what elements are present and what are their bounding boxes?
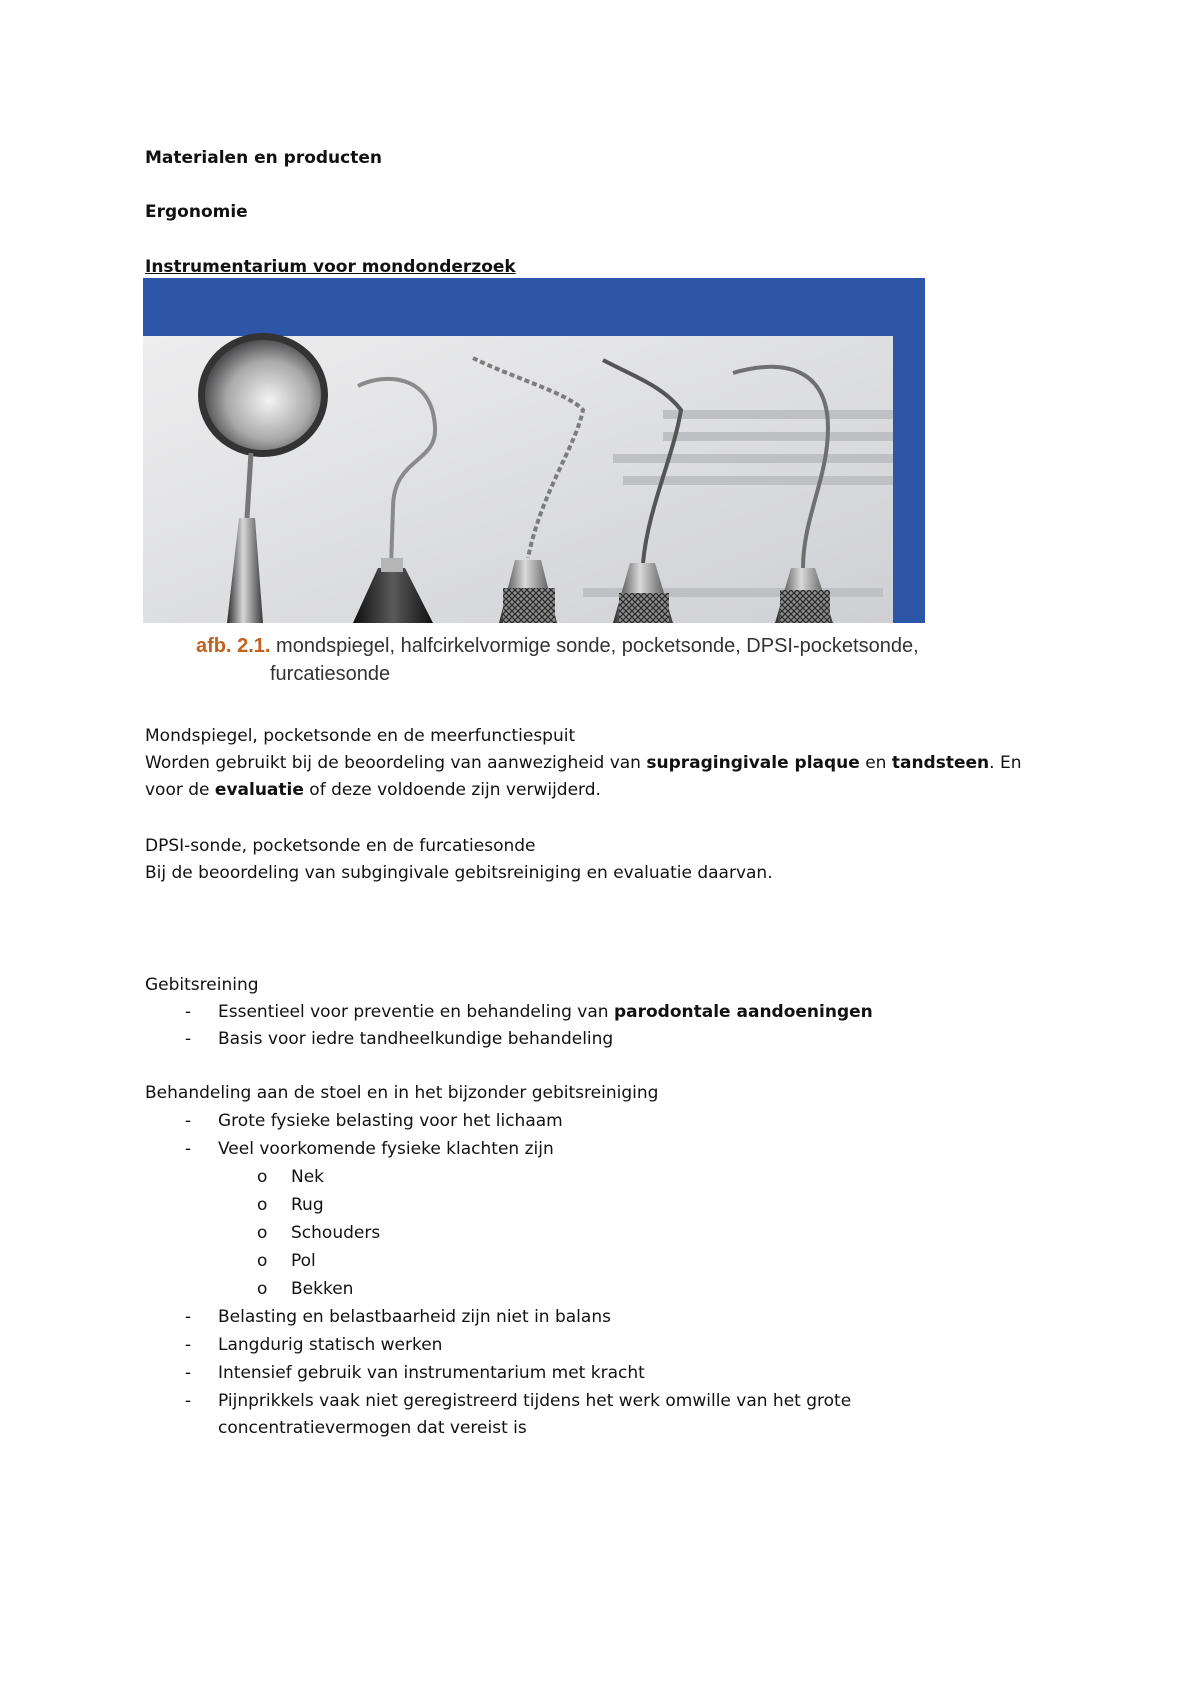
emphasis-tandsteen: tandsteen (891, 753, 990, 773)
heading-materialen: Materialen en producten (145, 148, 382, 168)
list-dash: - (185, 1029, 192, 1049)
text-run: of deze voldoende zijn verwijderd. (303, 780, 601, 800)
figure-caption-text: mondspiegel, halfcirkelvormige sonde, pocketsonde, DPSI-pocketsonde, (276, 635, 919, 657)
sublist-marker: o (257, 1195, 268, 1215)
list-dash: - (185, 1391, 192, 1411)
subitem-schouders: Schouders (291, 1223, 381, 1243)
sublist-marker: o (257, 1167, 268, 1187)
text-run: Worden gebruikt bij de beoordeling van aanwezigheid van (145, 753, 647, 773)
figure-caption-line2: furcatiesonde (270, 663, 391, 685)
sublist-marker: o (257, 1279, 268, 1299)
section4-item2: Veel voorkomende fysieke klachten zijn (218, 1139, 554, 1159)
section1-paragraph-line2 (145, 780, 601, 800)
text-run: voor de (145, 780, 215, 800)
text-run: Essentieel voor preventie en behandeling van (218, 1002, 614, 1022)
section3-item1 (218, 1002, 873, 1022)
section4-item3: Belasting en belastbaarheid zijn niet in balans (218, 1307, 611, 1327)
figure-caption-line1 (196, 634, 919, 658)
heading-ergonomie: Ergonomie (145, 202, 248, 222)
figure-caption-number: afb. 2.1. (196, 635, 271, 657)
text-run: . En (989, 753, 1022, 773)
sublist-marker: o (257, 1223, 268, 1243)
list-dash: - (185, 1111, 192, 1131)
subitem-nek: Nek (291, 1167, 325, 1187)
subitem-bekken: Bekken (291, 1279, 354, 1299)
section1-paragraph-line1 (145, 753, 1021, 773)
section1-title: Mondspiegel, pocketsonde en de meerfunctiespuit (145, 726, 576, 746)
section2-title: DPSI-sonde, pocketsonde en de furcatiesonde (145, 836, 536, 856)
heading-instrumentarium: Instrumentarium voor mondonderzoek (145, 257, 516, 277)
sublist-marker: o (257, 1251, 268, 1271)
section4-item6-line2: concentratievermogen dat vereist is (218, 1418, 527, 1438)
list-dash: - (185, 1335, 192, 1355)
list-dash: - (185, 1139, 192, 1159)
section4-title: Behandeling aan de stoel en in het bijzonder gebitsreiniging (145, 1083, 659, 1103)
section4-item5: Intensief gebruik van instrumentarium met kracht (218, 1363, 645, 1383)
subitem-pol: Pol (291, 1251, 316, 1271)
section3-title: Gebitsreining (145, 975, 259, 995)
instruments-image (143, 278, 925, 692)
list-dash: - (185, 1363, 192, 1383)
section4-item4: Langdurig statisch werken (218, 1335, 443, 1355)
subitem-rug: Rug (291, 1195, 324, 1215)
section2-text: Bij de beoordeling van subgingivale gebitsreiniging en evaluatie daarvan. (145, 863, 773, 883)
emphasis-parodontale-aandoeningen: parodontale aandoeningen (613, 1002, 873, 1022)
instruments-figure (143, 278, 925, 692)
section4-item1: Grote fysieke belasting voor het lichaam (218, 1111, 563, 1131)
emphasis-evaluatie: evaluatie (214, 780, 304, 800)
list-dash: - (185, 1002, 192, 1022)
emphasis-supragingivale-plaque: supragingivale plaque (646, 753, 860, 773)
section3-item2: Basis voor iedre tandheelkundige behandeling (218, 1029, 614, 1049)
text-run: en (859, 753, 892, 773)
section4-item6-line1: Pijnprikkels vaak niet geregistreerd tijdens het werk omwille van het grote (218, 1391, 852, 1411)
list-dash: - (185, 1307, 192, 1327)
